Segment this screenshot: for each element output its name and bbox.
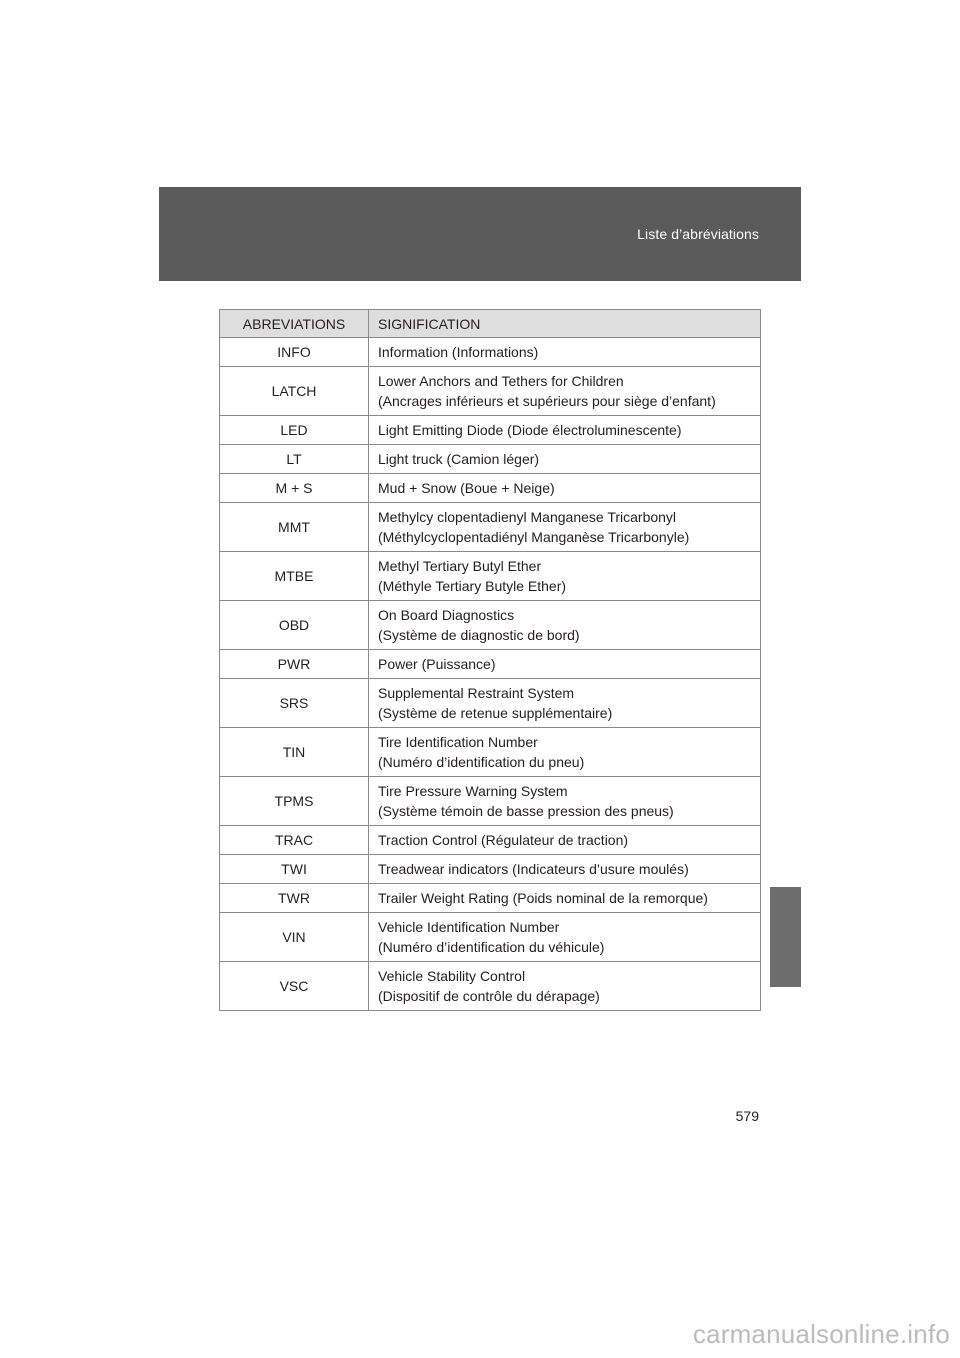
abbreviation-cell: SRS bbox=[220, 679, 369, 728]
abbreviation-cell: OBD bbox=[220, 601, 369, 650]
signification-cell bbox=[369, 884, 761, 913]
signification-line: Methylcy clopentadienyl Manganese Tricarbonyl bbox=[378, 508, 677, 525]
signification-cell bbox=[369, 601, 761, 650]
signification-cell bbox=[369, 445, 761, 474]
abbreviation-cell: M + S bbox=[220, 474, 369, 503]
chapter-side-tab bbox=[770, 887, 801, 987]
signification-line: (Dispositif de contrôle du dérapage) bbox=[378, 987, 600, 1004]
signification-line: (Système témoin de basse pression des pneus) bbox=[378, 802, 674, 819]
signification-line: Mud + Snow (Boue + Neige) bbox=[378, 479, 555, 496]
signification-line: (Numéro d’identification du pneu) bbox=[378, 753, 585, 770]
signification-line: Tire Pressure Warning System bbox=[378, 782, 568, 799]
signification-line: Vehicle Identification Number bbox=[378, 918, 560, 935]
abbreviation-cell: TPMS bbox=[220, 777, 369, 826]
table-row bbox=[220, 826, 761, 855]
table-row bbox=[220, 777, 761, 826]
table-row bbox=[220, 367, 761, 416]
table-row bbox=[220, 884, 761, 913]
abbreviation-cell: MTBE bbox=[220, 552, 369, 601]
table-body bbox=[220, 338, 761, 1011]
abbreviation-cell: TIN bbox=[220, 728, 369, 777]
abbreviation-cell: VIN bbox=[220, 913, 369, 962]
signification-line: On Board Diagnostics bbox=[378, 606, 515, 623]
signification-cell bbox=[369, 777, 761, 826]
signification-cell bbox=[369, 855, 761, 884]
signification-cell bbox=[369, 913, 761, 962]
signification-cell bbox=[369, 650, 761, 679]
abbreviation-cell: PWR bbox=[220, 650, 369, 679]
abbreviation-cell: TWI bbox=[220, 855, 369, 884]
signification-line: (Ancrages inférieurs et supérieurs pour siège d’enfant) bbox=[378, 392, 716, 409]
table-row bbox=[220, 601, 761, 650]
abbreviation-cell: TRAC bbox=[220, 826, 369, 855]
table-row bbox=[220, 338, 761, 367]
column-header-abbreviations: ABREVIATIONS bbox=[220, 310, 369, 338]
signification-line: Lower Anchors and Tethers for Children bbox=[378, 372, 624, 389]
abbreviation-cell: LED bbox=[220, 416, 369, 445]
section-title: Liste d’abréviations bbox=[637, 226, 759, 242]
signification-line: (Système de diagnostic de bord) bbox=[378, 626, 580, 643]
table-row bbox=[220, 474, 761, 503]
signification-line: Light truck (Camion léger) bbox=[378, 450, 540, 467]
column-header-signification: SIGNIFICATION bbox=[369, 310, 761, 338]
table-header-row bbox=[220, 310, 761, 338]
signification-line: Supplemental Restraint System bbox=[378, 684, 575, 701]
signification-cell bbox=[369, 552, 761, 601]
signification-cell bbox=[369, 503, 761, 552]
signification-line: Trailer Weight Rating (Poids nominal de la remorque) bbox=[378, 889, 708, 906]
abbreviation-cell: MMT bbox=[220, 503, 369, 552]
signification-cell bbox=[369, 826, 761, 855]
table-row bbox=[220, 503, 761, 552]
signification-line: Light Emitting Diode (Diode électroluminescente) bbox=[378, 421, 682, 438]
abbreviation-cell: LATCH bbox=[220, 367, 369, 416]
abbreviations-table bbox=[219, 309, 761, 1011]
watermark: carmanualsonline.info bbox=[692, 1319, 950, 1349]
abbreviation-cell: LT bbox=[220, 445, 369, 474]
signification-line: Treadwear indicators (Indicateurs d’usure moulés) bbox=[378, 860, 689, 877]
signification-line: (Système de retenue supplémentaire) bbox=[378, 704, 613, 721]
table-row bbox=[220, 416, 761, 445]
signification-line: Power (Puissance) bbox=[378, 655, 496, 672]
table-row bbox=[220, 445, 761, 474]
table-row bbox=[220, 728, 761, 777]
signification-cell bbox=[369, 474, 761, 503]
table-row bbox=[220, 962, 761, 1011]
section-header-band bbox=[159, 187, 801, 281]
signification-cell bbox=[369, 679, 761, 728]
table-row bbox=[220, 913, 761, 962]
abbreviation-cell: VSC bbox=[220, 962, 369, 1011]
table-row bbox=[220, 679, 761, 728]
signification-cell bbox=[369, 367, 761, 416]
signification-line: Traction Control (Régulateur de traction) bbox=[378, 831, 629, 848]
table-row bbox=[220, 650, 761, 679]
table-row bbox=[220, 855, 761, 884]
signification-cell bbox=[369, 338, 761, 367]
signification-line: Vehicle Stability Control bbox=[378, 967, 526, 984]
signification-line: Tire Identification Number bbox=[378, 733, 538, 750]
signification-line: Methyl Tertiary Butyl Ether bbox=[378, 557, 542, 574]
signification-cell bbox=[369, 728, 761, 777]
signification-line: (Méthyle Tertiary Butyle Ether) bbox=[378, 577, 567, 594]
table-row bbox=[220, 552, 761, 601]
signification-line: (Méthylcyclopentadiényl Manganèse Tricarbonyle) bbox=[378, 528, 690, 545]
abbreviation-cell: TWR bbox=[220, 884, 369, 913]
abbreviation-cell: INFO bbox=[220, 338, 369, 367]
page-number: 579 bbox=[735, 1108, 759, 1124]
signification-line: (Numéro d’identification du véhicule) bbox=[378, 938, 605, 955]
signification-line: Information (Informations) bbox=[378, 343, 539, 360]
signification-cell bbox=[369, 416, 761, 445]
signification-cell bbox=[369, 962, 761, 1011]
